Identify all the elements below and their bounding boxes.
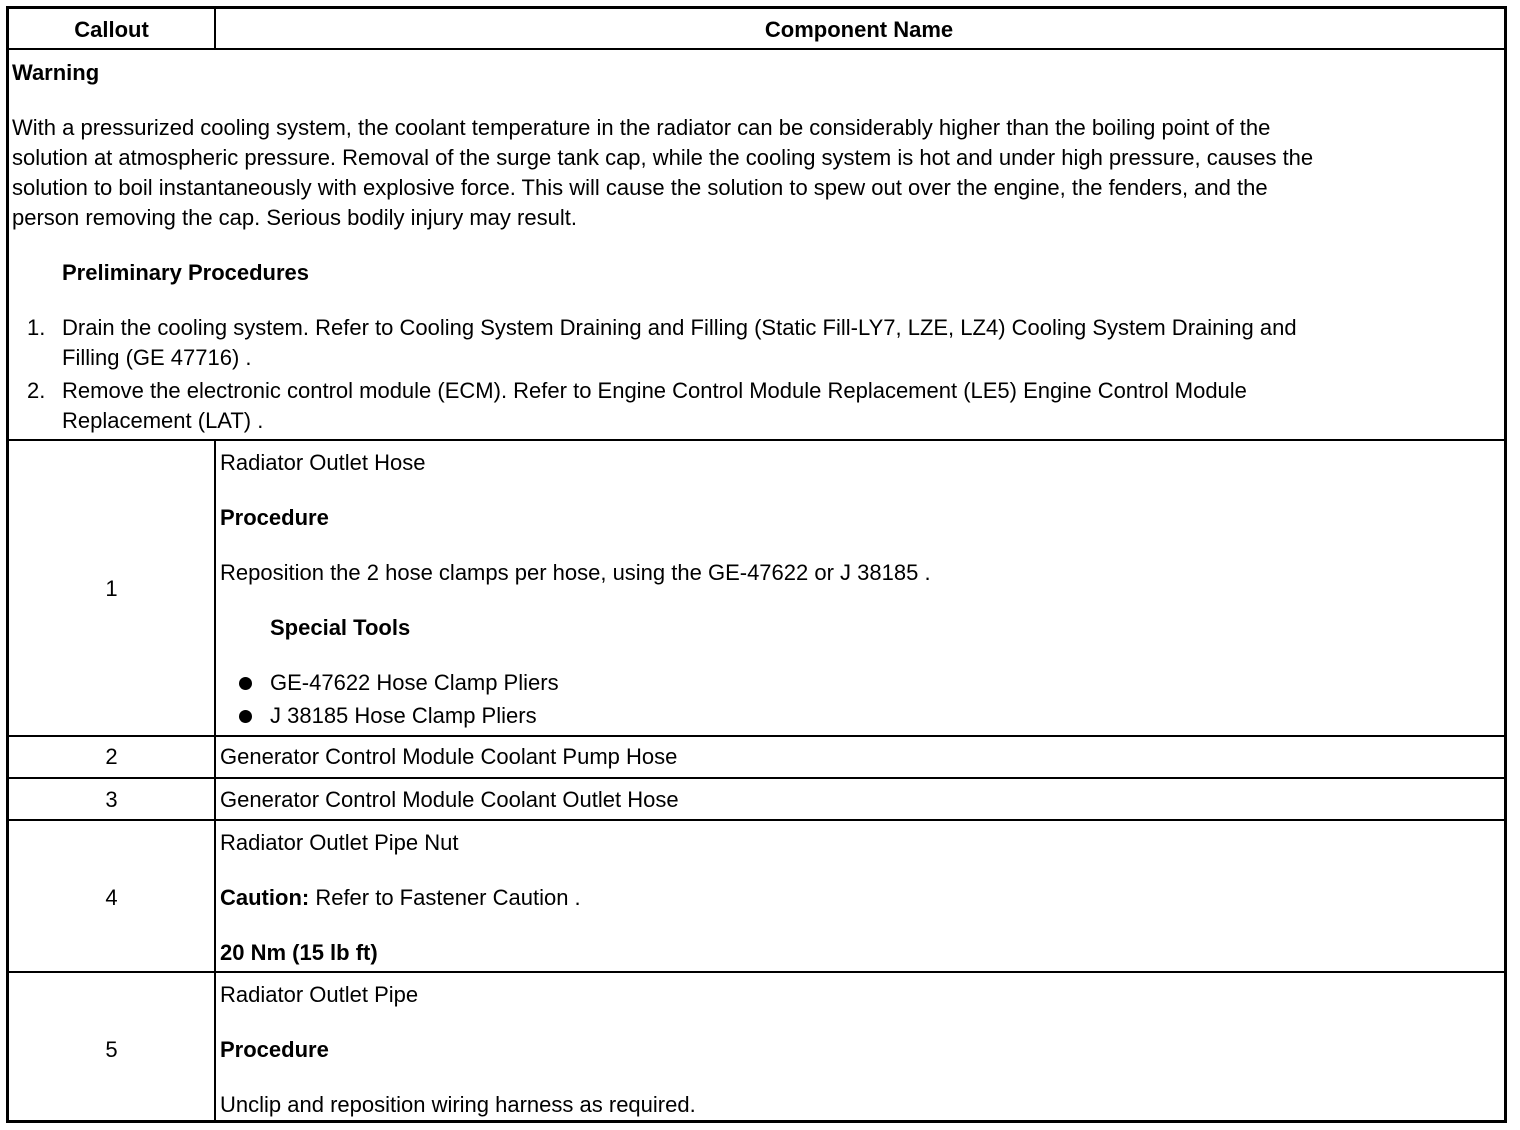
component-name-header: Component Name	[764, 17, 954, 42]
row-rule	[9, 971, 1504, 973]
warning-line: solution to boil instantaneously with explosive force. This will cause the solution to spew out over the engine, the fenders, and the	[12, 175, 1268, 200]
component-name: Radiator Outlet Hose	[220, 450, 426, 475]
row-rule	[9, 819, 1504, 821]
preliminary-title: Preliminary Procedures	[62, 260, 310, 285]
column-divider	[214, 440, 216, 1120]
warning-title: Warning	[12, 60, 100, 85]
header-rule	[9, 48, 1504, 50]
step-text: Drain the cooling system. Refer to Cooling System Draining and Filling (Static Fill-LY7, LZE, LZ4) Cooling System Draining and	[62, 315, 1297, 340]
callout-cell: 4	[105, 885, 118, 910]
procedure-label: Procedure	[220, 505, 329, 530]
bullet-icon	[239, 710, 252, 723]
step-number: 1.	[27, 315, 46, 340]
component-name: Radiator Outlet Pipe Nut	[220, 830, 459, 855]
row-rule	[9, 777, 1504, 779]
caution-label: Caution:	[220, 885, 310, 910]
caution-note	[220, 883, 581, 913]
caution-text: Refer to Fastener Caution .	[309, 885, 581, 910]
special-tools-label: Special Tools	[270, 615, 411, 640]
callout-cell: 3	[105, 787, 118, 812]
step-text: Remove the electronic control module (ECM). Refer to Engine Control Module Replacement (LE5) Engine Control Module	[62, 378, 1247, 403]
tool-item: J 38185 Hose Clamp Pliers	[270, 703, 537, 728]
procedure-text: Unclip and reposition wiring harness as required.	[220, 1092, 696, 1117]
callout-cell: 1	[105, 576, 118, 601]
header-divider	[214, 9, 216, 49]
component-name: Generator Control Module Coolant Outlet Hose	[220, 787, 679, 812]
torque-spec: 20 Nm (15 lb ft)	[220, 940, 378, 965]
callout-cell: 5	[105, 1037, 118, 1062]
callout-header: Callout	[74, 17, 149, 42]
step-text: Filling (GE 47716) .	[62, 345, 252, 370]
callout-cell: 2	[105, 744, 118, 769]
procedure-label: Procedure	[220, 1037, 329, 1062]
warning-line: With a pressurized cooling system, the coolant temperature in the radiator can be considerably higher than the boiling point of the	[12, 115, 1271, 140]
bullet-icon	[239, 677, 252, 690]
warning-line: person removing the cap. Serious bodily injury may result.	[12, 205, 577, 230]
component-name: Generator Control Module Coolant Pump Hose	[220, 744, 678, 769]
row-rule	[9, 735, 1504, 737]
step-number: 2.	[27, 378, 46, 403]
component-name: Radiator Outlet Pipe	[220, 982, 419, 1007]
tool-item: GE-47622 Hose Clamp Pliers	[270, 670, 559, 695]
warning-line: solution at atmospheric pressure. Removal of the surge tank cap, while the cooling system is hot and under high pressure, causes the	[12, 145, 1314, 170]
step-text: Replacement (LAT) .	[62, 408, 264, 433]
row-rule	[9, 439, 1504, 441]
component-table	[6, 6, 1507, 1123]
procedure-text: Reposition the 2 hose clamps per hose, using the GE-47622 or J 38185 .	[220, 560, 931, 585]
